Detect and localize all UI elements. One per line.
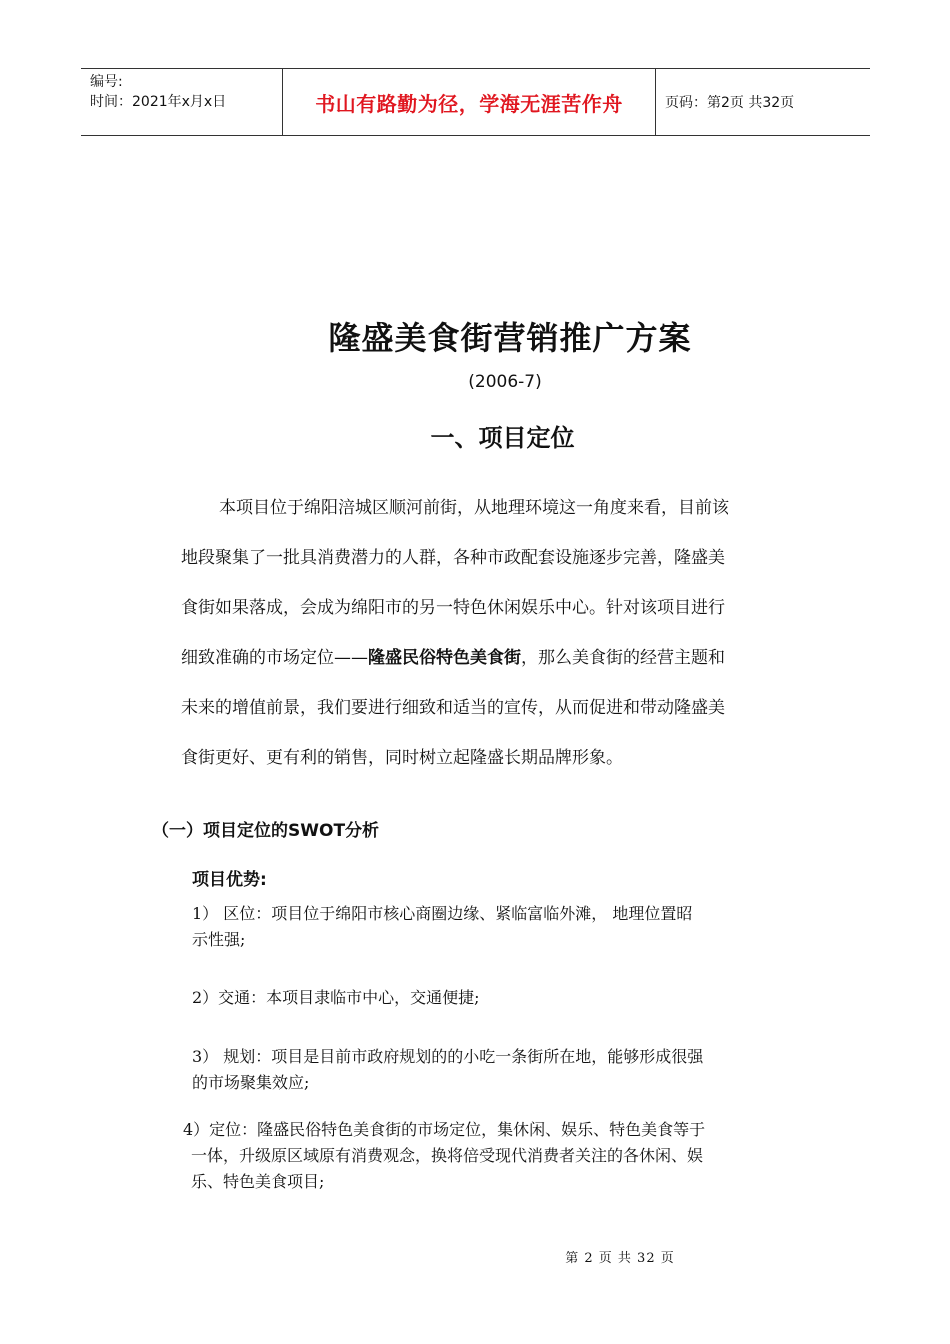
- advantage-line: 乐、特色美食项目;: [191, 1172, 325, 1191]
- advantage-line: 4）定位：隆盛民俗特色美食街的市场定位，集休闲、娱乐、特色美食等于: [183, 1120, 706, 1139]
- page-info: 页码：第2页 共32页: [665, 95, 795, 111]
- advantage-item: [192, 901, 692, 953]
- code-label: 编号:: [90, 74, 123, 90]
- advantage-item: [192, 1044, 703, 1096]
- advantage-line: 2）交通：本项目隶临市中心，交通便捷;: [192, 988, 480, 1007]
- header-motto-cell: [282, 69, 656, 135]
- time-label: 时间：2021年x月x日: [90, 94, 227, 110]
- subsection-title: （一）项目定位的SWOT分析: [152, 821, 380, 841]
- motto-text: 书山有路勤为径，学海无涯苦作舟: [315, 91, 623, 116]
- advantage-line: 示性强;: [192, 930, 246, 949]
- advantages-label: 项目优势:: [192, 870, 267, 890]
- advantage-item: [192, 985, 480, 1011]
- header-page-cell: [656, 69, 870, 135]
- intro-line: 食街更好、更有利的销售，同时树立起隆盛长期品牌形象。: [181, 748, 623, 768]
- intro-line: 食街如果落成，会成为绵阳市的另一特色休闲娱乐中心。针对该项目进行: [181, 598, 725, 618]
- advantage-item: [183, 1117, 705, 1195]
- intro-line-prefix: 细致准确的市场定位——: [181, 648, 368, 668]
- document-date: (2006-7): [468, 372, 542, 392]
- advantage-line: 的市场聚集效应;: [192, 1073, 310, 1092]
- advantage-line: 1） 区位：项目位于绵阳市核心商圈边缘、紧临富临外滩， 地理位置昭: [192, 904, 693, 923]
- intro-line-suffix: ，那么美食街的经营主题和: [521, 648, 725, 668]
- section-title: 一、项目定位: [430, 424, 575, 452]
- intro-line: 地段聚集了一批具消费潜力的人群，各种市政配套设施逐步完善，隆盛美: [181, 548, 725, 568]
- intro-line: [181, 643, 725, 668]
- intro-line: 未来的增值前景，我们要进行细致和适当的宣传，从而促进和带动隆盛美: [181, 698, 725, 718]
- page-footer: 第 2 页 共 32 页: [565, 1251, 675, 1266]
- advantage-line: 一体，升级原区域原有消费观念，换将倍受现代消费者关注的各休闲、娱: [191, 1146, 704, 1165]
- intro-line: 本项目位于绵阳涪城区顺河前街，从地理环境这一角度来看，目前该: [219, 498, 729, 518]
- document-title: 隆盛美食街营销推广方案: [328, 319, 692, 357]
- page-header: [81, 68, 870, 136]
- intro-line-emphasis: 隆盛民俗特色美食街: [368, 648, 521, 668]
- advantage-line: 3） 规划：项目是目前市政府规划的的小吃一条街所在地，能够形成很强: [192, 1047, 704, 1066]
- header-left-cell: [81, 69, 282, 135]
